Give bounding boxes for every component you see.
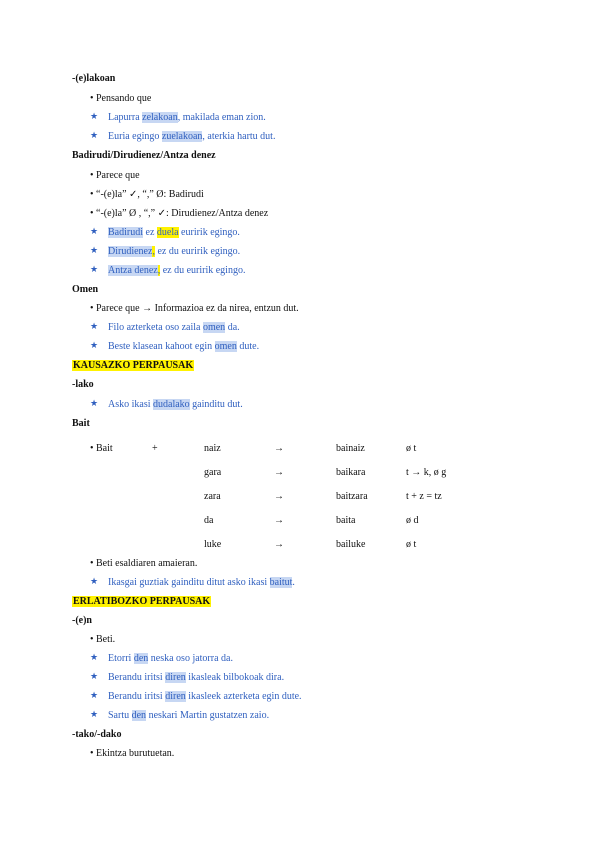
heading-tako: -tako/-dako: [72, 729, 122, 740]
star-icon: ★: [90, 672, 99, 682]
star-icon: ★: [90, 691, 99, 701]
star-icon: ★: [90, 227, 99, 237]
bait-row-rule: ø t: [406, 539, 417, 550]
bait-row-arrow: →: [274, 443, 284, 454]
star-icon: ★: [90, 112, 99, 122]
bait-row-result: bainaiz: [336, 443, 365, 454]
bait-row-arrow: →: [274, 467, 284, 478]
note-badirudi-2: • “-(e)la” ✓, “,” Ø: Badirudi: [90, 189, 204, 200]
bait-table-prefix: • Bait: [90, 443, 113, 454]
document-page: -(e)lakoan • Pensando que ★ Lapurra zelakoan, makilada eman zion. ★ Euria egingo zuelakoan, aterkia hartu dut. Badirudi/Dirudienez/Antza denez • Parece que • “-(e)la” ✓, “,” Ø: Badirudi • “-(e)la” Ø , “,” ✓: Dirudienez/Antza denez ★ Badirudi ez duela euririk egingo. ★ Dirudienez, ez du euririk egingo. ★ Antza denez, ez du euririk egingo. Omen • Parece que → Informazioa ez da nirea, entzun dut. ★ Filo azterketa oso zaila omen da. ★ Beste klasean kahoot egin omen dute. KAUSAZKO PERPAUSAK -lako ★ Asko ikasi dudalako gainditu dut. Bait • Bait + naiz → bainaiz ø t gara → baikara t → k, ø g zara → baitzara t + z = tz da → baita ø d luke → bailuke ø t • Beti esaldiaren amaieran. ★ Ikasgai guztiak gainditu ditut asko ikasi baitut. ERLATIBOZKO PERPAUSAK -(e)n • Beti. ★ Etorri den neska oso jatorra da. ★ Berandu iritsi diren ikasleak bilbokoak dira. ★ Berandu iritsi diren ikasleek azterketa egin dute. ★ Sartu den neskari Martin gustatzen zaio. -tako/-dako • Ekintza burutuetan.: [72, 73, 447, 759]
bait-row-rule: t → k, ø g: [406, 467, 447, 478]
heading-erlatibozko: ERLATIBOZKO PERPAUSAK: [73, 596, 211, 607]
note-badirudi-1: • Parece que: [90, 170, 140, 181]
star-icon: ★: [90, 577, 99, 587]
bait-row-rule: ø d: [406, 515, 419, 526]
heading-badirudi: Badirudi/Dirudienez/Antza denez: [72, 150, 216, 161]
bait-row-result: baikara: [336, 467, 366, 478]
bait-row-result: bailuke: [336, 539, 366, 550]
heading-en: -(e)n: [72, 615, 92, 626]
note-en: • Beti.: [90, 634, 116, 645]
star-icon: ★: [90, 265, 99, 275]
bait-row-result: baitzara: [336, 491, 368, 502]
star-icon: ★: [90, 322, 99, 332]
star-icon: ★: [90, 131, 99, 141]
bait-row-verb: zara: [204, 491, 221, 502]
bait-row-result: baita: [336, 515, 356, 526]
bait-row-verb: luke: [204, 539, 222, 550]
note-badirudi-3: • “-(e)la” Ø , “,” ✓: Dirudienez/Antza denez: [90, 208, 269, 219]
star-icon: ★: [90, 653, 99, 663]
star-icon: ★: [90, 399, 99, 409]
note-tako: • Ekintza burutuetan.: [90, 748, 175, 759]
note-omen: • Parece que → Informazioa ez da nirea, entzun dut.: [90, 303, 299, 314]
heading-elakoan: -(e)lakoan: [72, 73, 116, 84]
heading-lako: -lako: [72, 379, 94, 390]
heading-omen: Omen: [72, 284, 99, 295]
bait-row-verb: naiz: [204, 443, 221, 454]
star-icon: ★: [90, 246, 99, 256]
bait-row-rule: ø t: [406, 443, 417, 454]
bait-row-arrow: →: [274, 539, 284, 550]
star-icon: ★: [90, 710, 99, 720]
note-elakoan: • Pensando que: [90, 93, 152, 104]
heading-bait: Bait: [72, 418, 90, 429]
bait-row-arrow: →: [274, 515, 284, 526]
note-bait: • Beti esaldiaren amaieran.: [90, 558, 198, 569]
bait-row-arrow: →: [274, 491, 284, 502]
star-icon: ★: [90, 341, 99, 351]
bait-row-rule: t + z = tz: [406, 491, 442, 502]
bait-row-verb: gara: [204, 467, 222, 478]
heading-kausazko: KAUSAZKO PERPAUSAK: [73, 360, 194, 371]
bait-table-plus: +: [152, 443, 158, 454]
bait-row-verb: da: [204, 515, 214, 526]
